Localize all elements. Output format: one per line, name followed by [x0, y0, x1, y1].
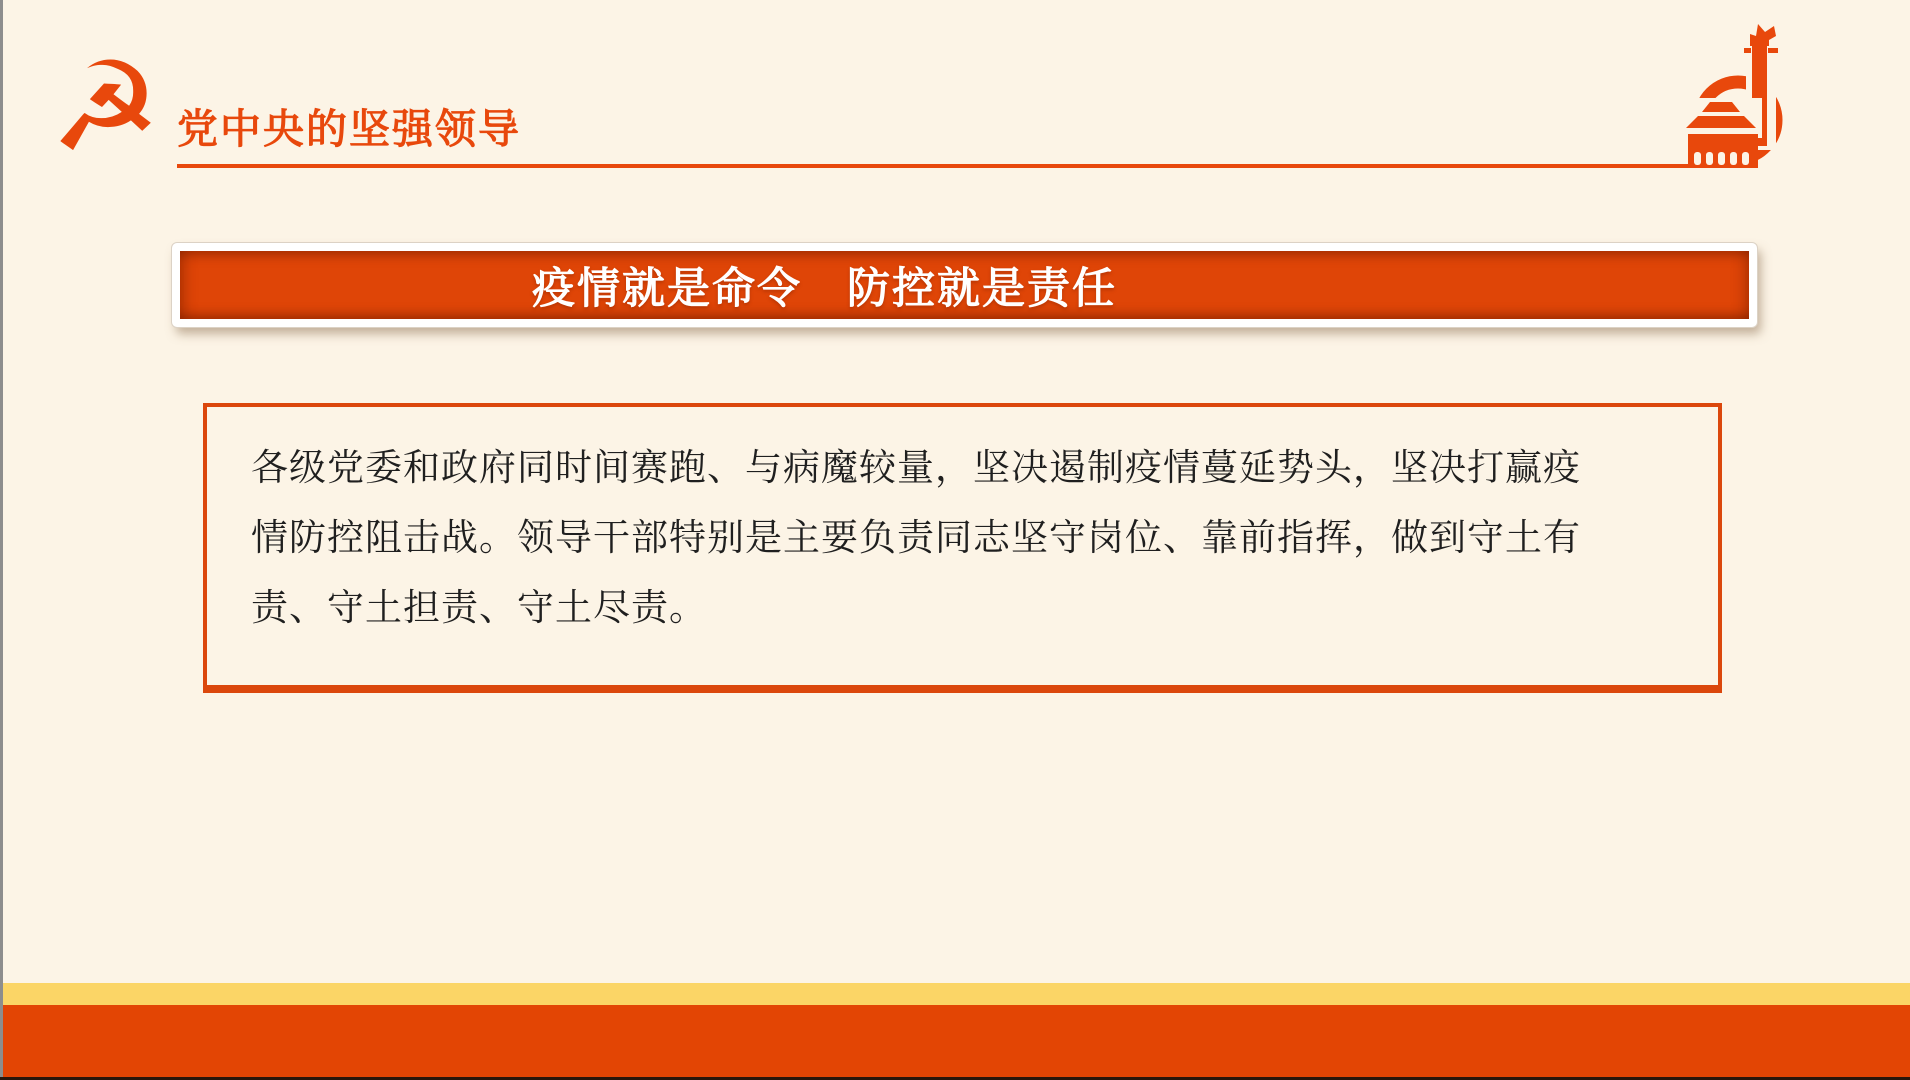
slogan-banner-title: 疫情就是命令 防控就是责任 [532, 264, 1117, 313]
tiananmen-icon [1686, 24, 1792, 176]
header-divider [177, 164, 1690, 168]
slogan-banner [172, 243, 1757, 327]
content-text-box [203, 403, 1722, 693]
content-line: 责、守土担责、守土尽责。 [251, 587, 707, 628]
screen-edge-left [0, 0, 3, 1080]
content-line: 情防控阻击战。领导干部特别是主要负责同志坚守岗位、靠前指挥，做到守土有 [251, 517, 1581, 558]
header-section-title: 党中央的坚强领导 [177, 106, 521, 152]
footer-red-bar [0, 1005, 1910, 1080]
slogan-banner-fill [180, 251, 1749, 319]
party-emblem-icon: ☭ [50, 36, 162, 180]
footer-yellow-stripe [0, 983, 1910, 1005]
content-line: 各级党委和政府同时间赛跑、与病魔较量，坚决遏制疫情蔓延势头，坚决打赢疫 [251, 447, 1581, 488]
